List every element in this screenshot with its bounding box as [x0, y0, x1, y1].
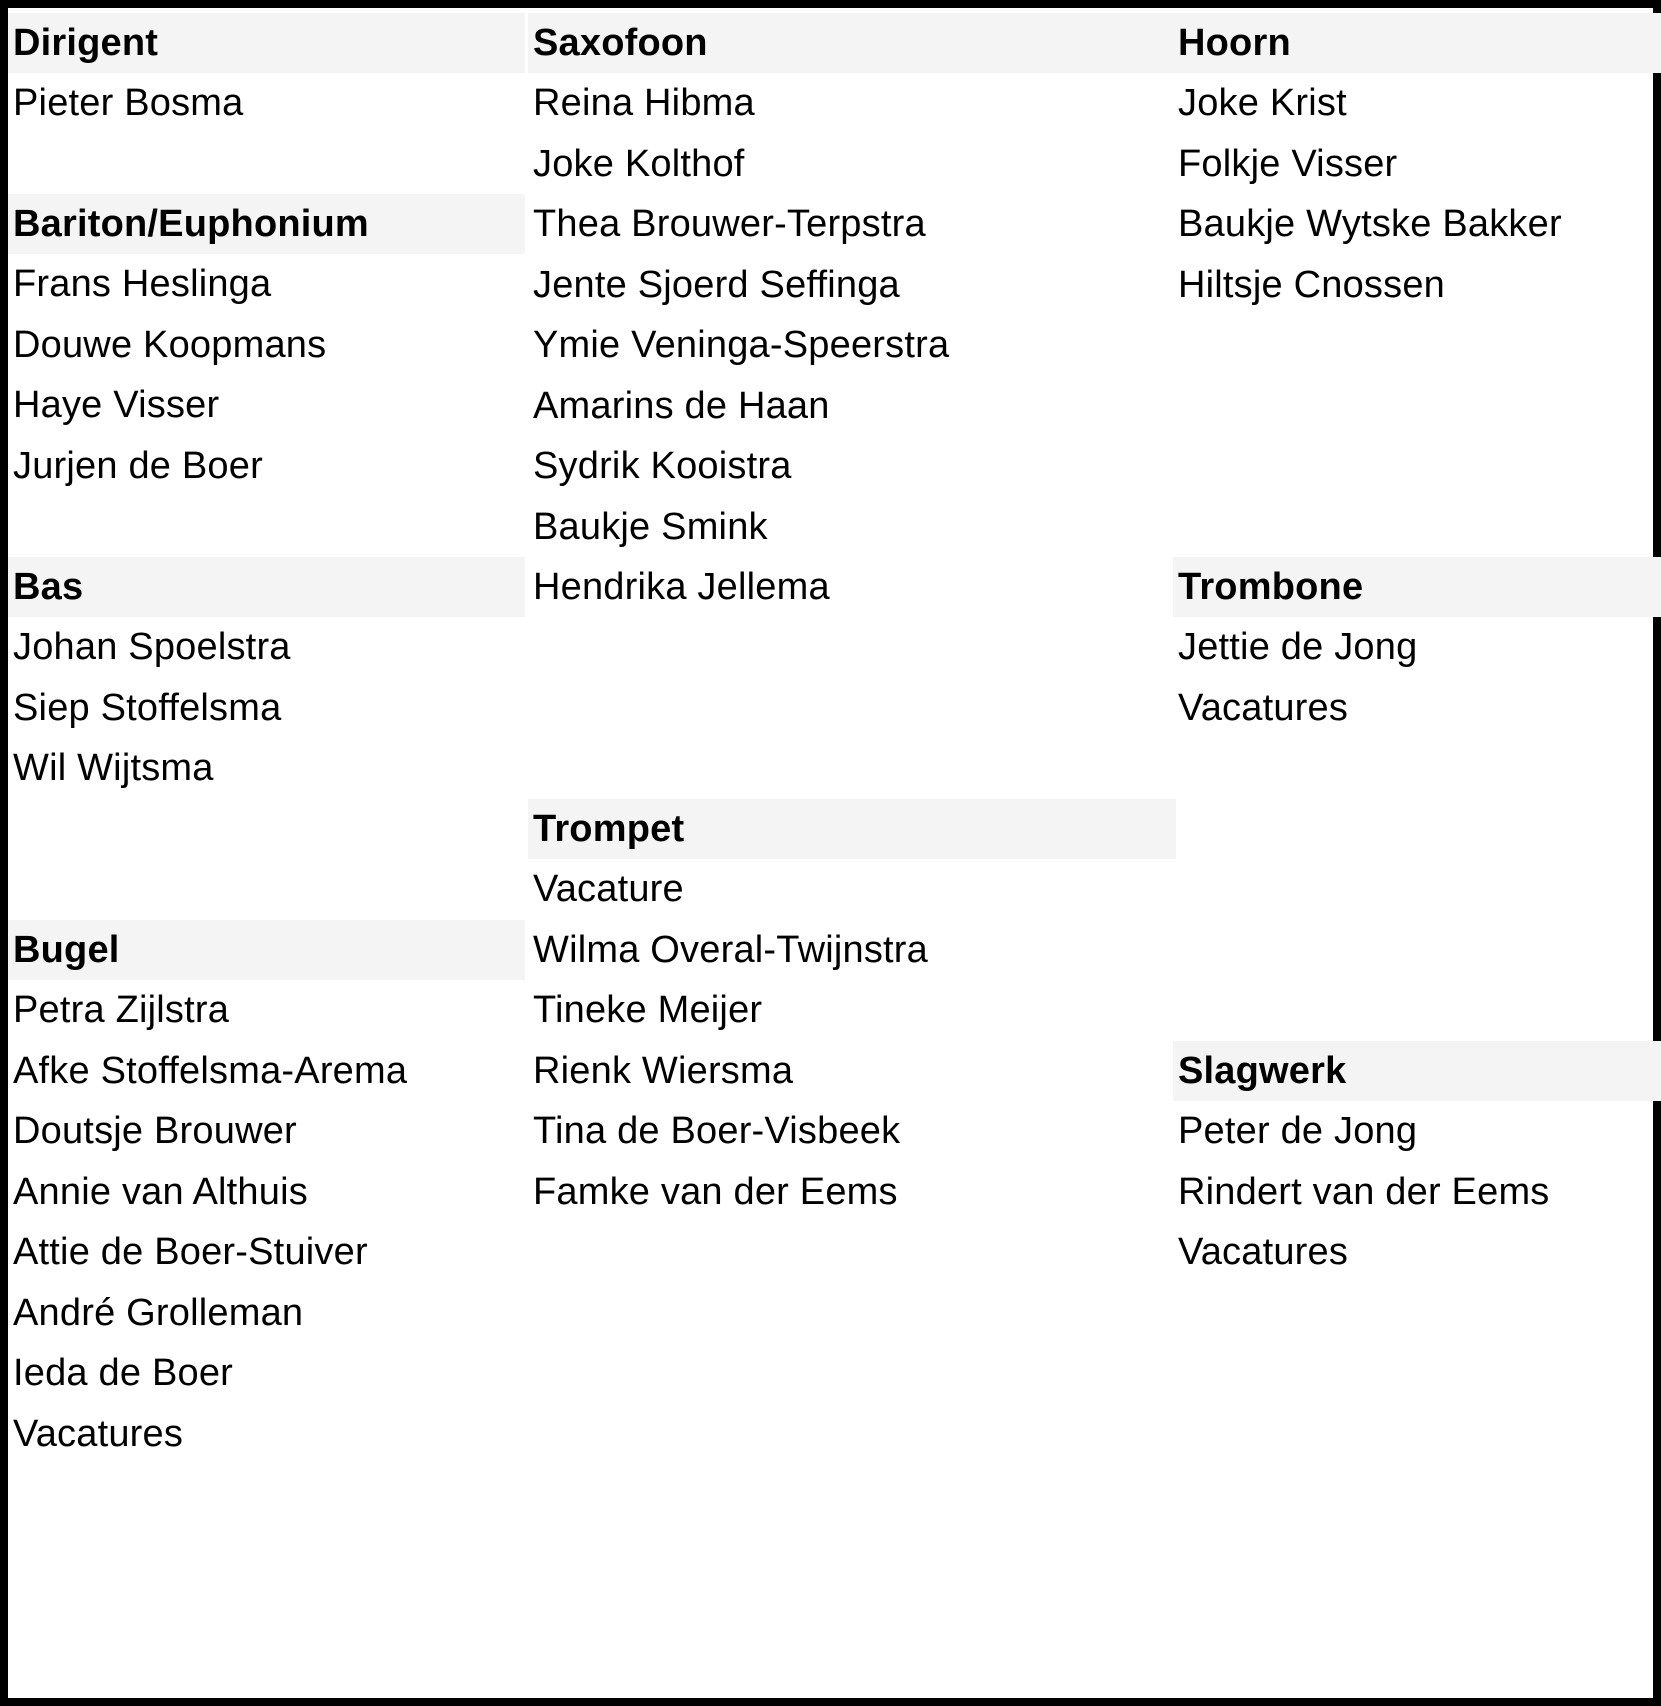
member-name: Tina de Boer-Visbeek: [533, 1110, 901, 1152]
member-name: Tineke Meijer: [533, 989, 763, 1031]
member-name: Hendrika Jellema: [533, 566, 830, 608]
member-name: Sydrik Kooistra: [533, 445, 792, 487]
member-name: Annie van Althuis: [13, 1170, 308, 1213]
member-name: Vacatures: [1178, 686, 1349, 729]
section-dirigent: [8, 13, 525, 134]
member-name: Vacature: [533, 868, 684, 910]
member-name: Baukje Wytske Bakker: [1178, 203, 1562, 245]
member-name: Vacatures: [1178, 1231, 1349, 1273]
member-name: Hiltsje Cnossen: [1178, 263, 1445, 306]
member-name: Rindert van der Eems: [1178, 1170, 1550, 1213]
member-name: Ymie Veninga-Speerstra: [533, 324, 950, 366]
member-name: Joke Krist: [1178, 82, 1347, 124]
section-slagwerk: [1173, 1041, 1661, 1283]
member-name: Siep Stoffelsma: [13, 686, 282, 729]
member-name: Afke Stoffelsma-Arema: [13, 1049, 408, 1092]
section-title: Trompet: [528, 799, 1176, 859]
member-name: Ieda de Boer: [13, 1352, 234, 1394]
section-title: Trombone: [1173, 557, 1661, 617]
member-name: Attie de Boer-Stuiver: [13, 1231, 368, 1273]
member-name: Johan Spoelstra: [13, 626, 291, 668]
section-title: Slagwerk: [1173, 1041, 1661, 1101]
section-title: Saxofoon: [528, 13, 1176, 73]
section-title: Bugel: [8, 920, 525, 980]
section-title: Hoorn: [1173, 13, 1661, 73]
member-name: Pieter Bosma: [13, 82, 244, 124]
section-title: Bas: [8, 557, 525, 617]
member-name: Thea Brouwer-Terpstra: [533, 203, 926, 245]
member-name: Jettie de Jong: [1178, 626, 1418, 668]
section-bas: [8, 557, 525, 799]
member-name: Baukje Smink: [533, 505, 768, 548]
section-saxofoon: [528, 13, 1176, 618]
member-name: Frans Heslinga: [13, 263, 272, 305]
member-name: Vacatures: [13, 1412, 184, 1455]
section-title: Bariton/Euphonium: [8, 194, 525, 254]
member-name: Reina Hibma: [533, 82, 755, 124]
member-name: Jurjen de Boer: [13, 444, 263, 487]
member-name: André Grolleman: [13, 1291, 304, 1334]
member-name: Jente Sjoerd Seffinga: [533, 263, 900, 306]
member-name: Douwe Koopmans: [13, 323, 327, 366]
section-title: Dirigent: [8, 13, 525, 73]
member-name: Peter de Jong: [1178, 1110, 1418, 1152]
section-bugel: [8, 920, 525, 1464]
member-name: Amarins de Haan: [533, 384, 830, 427]
section-hoorn: [1173, 13, 1661, 315]
section-trompet: [528, 799, 1176, 1222]
member-name: Wilma Overal-Twijnstra: [533, 928, 928, 971]
member-name: Joke Kolthof: [533, 142, 745, 185]
member-name: Petra Zijlstra: [13, 989, 230, 1031]
member-name: Doutsje Brouwer: [13, 1110, 297, 1152]
member-name: Rienk Wiersma: [533, 1049, 794, 1092]
member-name: Haye Visser: [13, 384, 220, 426]
section-bariton-euphonium: [8, 194, 525, 496]
section-trombone: [1173, 557, 1661, 738]
member-name: Folkje Visser: [1178, 142, 1398, 185]
member-name: Wil Wijtsma: [13, 747, 214, 789]
member-name: Famke van der Eems: [533, 1170, 898, 1213]
